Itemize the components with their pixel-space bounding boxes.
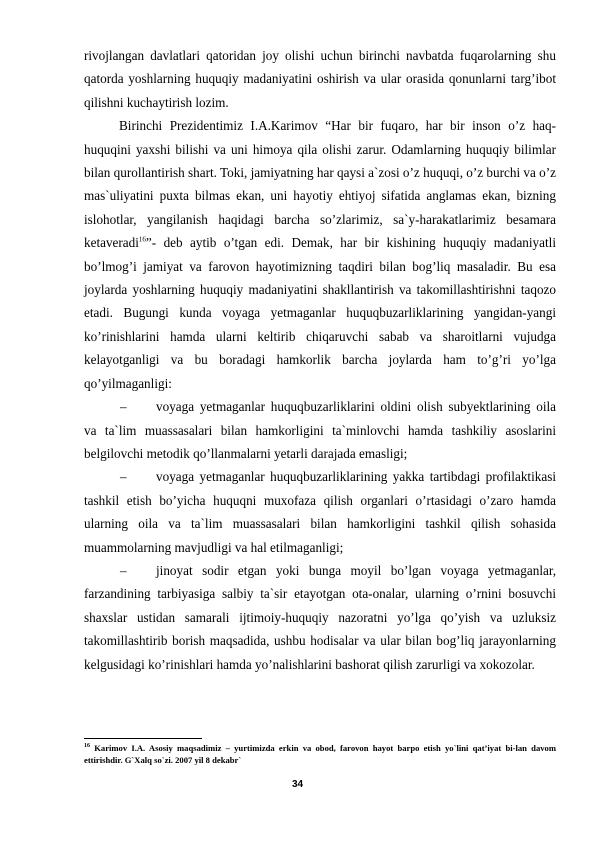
paragraph-intro: rivojlangan davlatlari qatoridan joy olishi uchun birinchi navbatda fuqarolarning shu qatorda yoshlarning huquqiy madaniyatini oshirish va ular orasida qonunlarni targ’ibot qilishni kuchaytirish lozim. — [84, 48, 556, 110]
list-item — [84, 395, 556, 465]
quote-continuation: ”- deb aytib o’tgan edi. Demak, har bir kishining huquqiy madaniyatli bo’lmog’i jamiyat va farovon hayotimizning taqdiri bilan bog’liq masaladir. Bu esa joylarda yoshlarning huquqiy madaniyatini shakllantirish va takomillashtirishni taqozo etadi. Bugungi kunda voyaga yetmaganlar huquqbuzarliklarining yangidan-yangi ko’rinishlarini hamda ularni keltirib chiqaruvchi sabab va sharoitlarni vujudga kelayotganligi va bu boradagi hamkorlik barcha joylarda ham to’g’ri yo’lga qo’yilmaganligi: — [84, 235, 556, 391]
body-text — [84, 44, 556, 676]
list-item-text: voyaga yetmaganlar huquqbuzarliklarini oldini olish subyektlarining oila va ta`lim muassasalari bilan hamkorligini ta`minlovchi hamda tashkiliy asoslarini belgilovchi metodik qo’llanmalarni yetarli darajada emasligi; — [84, 399, 556, 461]
list-item-text: voyaga yetmaganlar huquqbuzarliklarining yakka tartibdagi profilaktikasi tashkil etish bo’yicha huquqni muxofaza qilish organlari o’rtasidagi o’zaro hamda ularning oila va ta`lim muassasalari bilan hamkorligini tashkil qilish sohasida muammolarning mavjudligi va hal etilmaganligi; — [84, 469, 556, 555]
page-number: 34 — [291, 779, 304, 790]
footnote-text: Karimov I.A. Asosiy maqsadimiz – yurtimizda erkin va obod, farovon hayot barpo etish yo`lini qat’iyat bi-lan davom ettirishdir. G`Xalq so`zi. 2007 yil 8 dekabr` — [84, 742, 556, 765]
list-item — [84, 465, 556, 559]
footnote-number: 16 — [84, 743, 90, 749]
footnote — [84, 740, 556, 766]
dash-bullet-icon: – — [120, 469, 127, 485]
footnote-divider — [84, 738, 202, 739]
list-item — [84, 559, 556, 676]
dash-bullet-icon: – — [120, 562, 127, 578]
list-item-text: jinoyat sodir etgan yoki bunga moyil bo’lgan voyaga yetmaganlar, farzandining tarbiyasiga salbiy ta`sir etayotgan ota-onalar, ularning o’rnini bosuvchi shaxslar ustidan samarali ijtimoiy-huquqiy nazoratni yo’lga qo’yish va uzluksiz takomillashtirib borish maqsadida, ushbu hodisalar va ular bilan bog’liq jarayonlarning kelgusidagi ko’rinishlari hamda yo’nalishlarini bashorat qilish zarurligi va xokozolar. — [84, 562, 556, 672]
paragraph-quote — [84, 114, 556, 395]
quote-text: Birinchi Prezidentimiz I.A.Karimov “Har bir fuqaro, har bir inson o’z haq-huquqini yaxshi bilishi va uni himoya qila olishi zarur. Odamlarning huquqiy bilimlar bilan qurollantirish shart. Toki, jamiyatning har qaysi a`zosi o’z huquqi, o’z burchi va o’z mas`uliyatini puxta bilmas ekan, uni hayotiy ehtiyoj sifatida anglamas ekan, bizning islohotlar, yangilanish haqidagi barcha so’zlarimiz, sa`y-harakatlarimiz besamara ketaveradi — [84, 118, 556, 251]
footnote-reference[interactable]: 16 — [138, 235, 146, 244]
dash-bullet-icon: – — [120, 399, 127, 415]
